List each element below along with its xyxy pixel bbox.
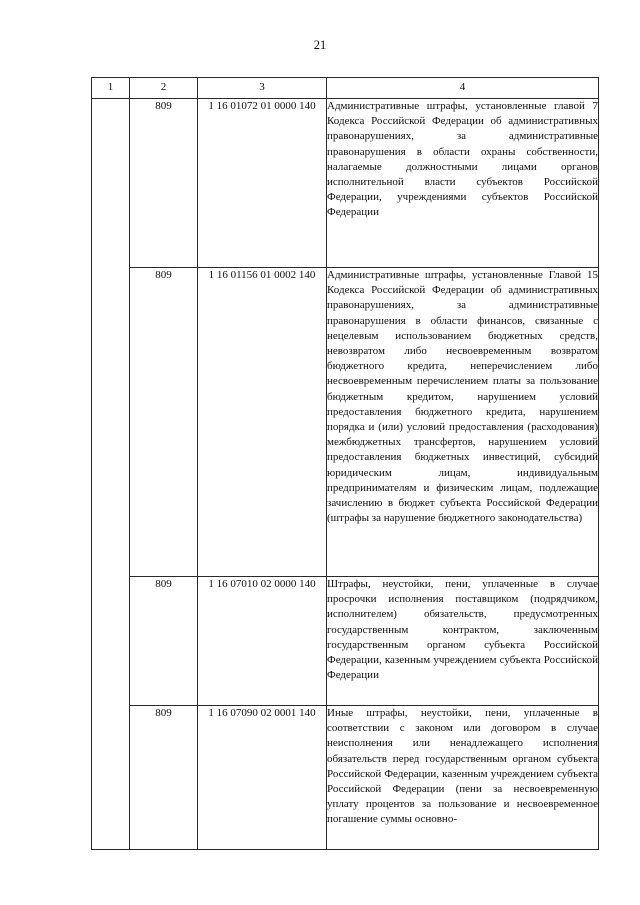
admin-code-cell: 809 — [130, 99, 198, 268]
description-cell: Иные штрафы, неустойки, пени, уплаченные в соответствии с законом или договором в случае неисполнения или ненадлежащего исполнения обязательств перед государственным органом субъекта Российской Федерации, казенным учреждением субъекта Российской Федерации (пени за несвоевременную уплату процентов за пользование и несвоевременное погашение суммы основно- — [327, 706, 599, 850]
row-group-cell — [92, 99, 130, 850]
budget-code-cell: 1 16 01156 01 0002 140 — [198, 268, 327, 577]
table-row — [92, 577, 599, 706]
admin-code-cell: 809 — [130, 577, 198, 706]
description-cell: Административные штрафы, установленные Главой 15 Кодекса Российской Федерации об административных правонарушениях, за административные правонарушения в области финансов, связанные с нецелевым использованием бюджетных средств, невозвратом либо несвоевременным возвратом бюджетного кредита, неперечислением либо несвоевременным перечислением платы за пользование бюджетным кредитом, нарушением условий предоставления бюджетного кредита, нарушением порядка и (или) условий предоставления (расходования) межбюджетных трансфертов, нарушением условий предоставления бюджетных инвестиций, субсидий юридическим лицам, индивидуальным предпринимателям и физическим лицам, подлежащие зачислению в бюджет субъекта Российской Федерации (штрафы за нарушение бюджетного законодательства) — [327, 268, 599, 577]
column-header-3: 3 — [198, 78, 327, 99]
description-cell: Административные штрафы, установленные главой 7 Кодекса Российской Федерации об административных правонарушениях, за административные правонарушения в области охраны собственности, налагаемые должностными лицами органов исполнительной власти субъектов Российской Федерации, учреждениями субъектов Российской Федерации — [327, 99, 599, 268]
admin-code-cell: 809 — [130, 706, 198, 850]
table-row — [92, 706, 599, 850]
table-row — [92, 99, 599, 268]
column-header-1: 1 — [92, 78, 130, 99]
budget-code-cell: 1 16 07010 02 0000 140 — [198, 577, 327, 706]
budget-classification-table — [91, 77, 599, 850]
admin-code-cell: 809 — [130, 268, 198, 577]
column-header-4: 4 — [327, 78, 599, 99]
budget-code-cell: 1 16 01072 01 0000 140 — [198, 99, 327, 268]
description-cell: Штрафы, неустойки, пени, уплаченные в случае просрочки исполнения поставщиком (подрядчиком, исполнителем) обязательств, предусмотренных государственным контрактом, заключенным государственным органом субъекта Российской Федерации, казенным учреждением субъекта Российской Федерации — [327, 577, 599, 706]
table-row — [92, 268, 599, 577]
page-number: 21 — [313, 38, 327, 52]
budget-code-cell: 1 16 07090 02 0001 140 — [198, 706, 327, 850]
table-header-row — [92, 78, 599, 99]
column-header-2: 2 — [130, 78, 198, 99]
